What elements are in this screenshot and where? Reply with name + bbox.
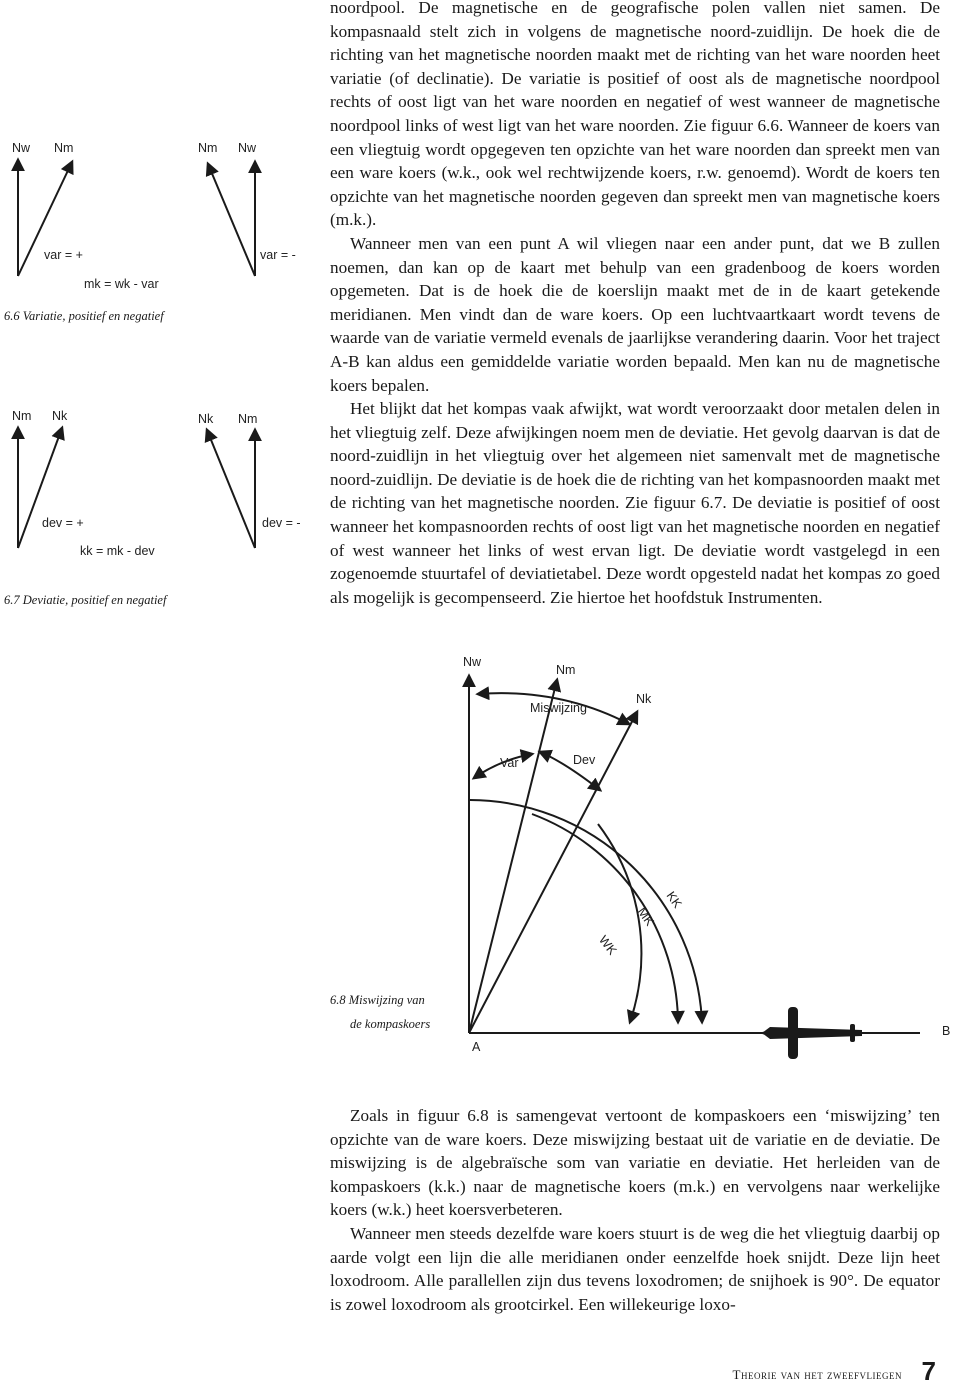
fig68-mk-arc — [532, 814, 678, 1022]
fig67-diagram — [18, 428, 255, 548]
fig66-right-rule: var = - — [260, 248, 296, 262]
fig67-right-nk-arrow — [207, 430, 255, 548]
fig66-formula: mk = wk - var — [84, 277, 159, 291]
fig67-formula: kk = mk - dev — [80, 544, 155, 558]
fig68-label-wk: WK — [595, 933, 620, 958]
fig68-label-nw: Nw — [463, 655, 482, 669]
fig67-left-label-2: Nk — [52, 409, 68, 423]
fig67-left-nk-arrow — [18, 428, 62, 548]
fig68-kk-arc — [595, 824, 641, 1022]
fig67-right-rule: dev = - — [262, 516, 301, 530]
glider-icon — [761, 1007, 862, 1059]
fig68-diagram — [469, 676, 920, 1033]
fig68-label-b: B — [942, 1024, 951, 1038]
fig66-caption: 6.6 Variatie, positief en negatief — [4, 309, 164, 323]
body-text-top — [330, 0, 940, 609]
fig67-left-rule: dev = + — [42, 516, 84, 530]
paragraph-miswijzing: Zoals in figuur 6.8 is samengevat vertoont de kompaskoers een ‘miswijzing’ ten opzichte van de ware koers. Deze miswijzing bestaat uit de variatie en de deviatie. De miswijzing is de algebraïsche som van variatie en deviatie. Het herleiden van de kompaskoers (k.k.) naar de magnetische koers (m.k.) en vervolgens naar werkelijke koers (w.k.) heet koersverbeteren. — [330, 1106, 940, 1220]
fig68-label-mk: MK — [634, 905, 657, 929]
body-text-bottom — [330, 1104, 940, 1316]
fig66-left-label-1: Nw — [12, 141, 31, 155]
fig68-label-var: Var — [500, 756, 519, 770]
fig68-label-miswijzing: Miswijzing — [530, 701, 587, 715]
fig67-right-label-1: Nk — [198, 412, 214, 426]
fig68-nm-arrow — [469, 680, 557, 1033]
paragraph-variatie: noordpool. De magnetische en de geografische polen vallen niet samen. De kompasnaald stelt zich in volgens de magnetische noord-zuidlijn. De hoek die de richting van het magnetische noorden maakt met de richting van het ware noorden heet variatie (of declinatie). De variatie is positief of oost als de magnetische noordpool rechts of oost ligt van het ware noorden en negatief of west wanneer de magnetische noordpool links of west ligt van het ware noorden. Zie figuur 6.6. Wanneer de koers van een vliegtuig wordt opgegeven ten opzichte van het ware noorden dan spreekt men van een ware koers (w.k., ook wel rechtwijzende koers, r.w. genoemd). Wordt de koers ten opzichte van het magnetische noorden gegeven dan spreekt men van magnetische koers (m.k.). — [330, 0, 940, 230]
fig68-label-dev: Dev — [573, 753, 596, 767]
paragraph-loxodroom: Wanneer men steeds dezelfde ware koers stuurt is de weg die het vliegtuig daarbij op aarde volgt een lijn die alle meridianen onder eenzelfde hoek snijdt. Deze lijn heet loxodroom. Alle parallellen zijn dus tevens loxodromen; de snijhoek is 90°. De equator is zowel loxodroom als grootcirkel. Een willekeurige loxo- — [330, 1223, 940, 1314]
paragraph-ware-koers: Wanneer men van een punt A wil vliegen naar een ander punt, dat we B zullen noemen, dan kan op de kaart met behulp van een gradenboog de koers worden opgemeten. Dat is de hoek die de koerslijn maakt met de in de kaart getekende meridianen. Men vindt dan de ware koers. Op een luchtvaartkaart wordt tevens de waarde van de variatie vermeld evenals de jaarlijkse verandering daarin. Voor het traject A-B kan aldus een gemiddelde variatie worden bepaald. Men kan nu de magnetische koers bepalen. — [330, 233, 940, 395]
fig68-nk-arrow — [469, 712, 637, 1033]
fig66-right-label-2: Nw — [238, 141, 257, 155]
fig68-label-nk: Nk — [636, 692, 652, 706]
footer-book-title: Theorie van het zweefvliegen — [732, 1367, 902, 1382]
fig66-right-nm-arrow — [208, 164, 255, 276]
fig66-left-rule: var = + — [44, 248, 83, 262]
page-number: 7 — [921, 1356, 936, 1386]
fig67-caption: 6.7 Deviatie, positief en negatief — [4, 593, 167, 607]
fig67-left-label-1: Nm — [12, 409, 32, 423]
fig68-label-kk: KK — [663, 889, 685, 911]
fig68-wk-arc — [470, 800, 702, 1022]
fig66-left-label-2: Nm — [54, 141, 74, 155]
fig68-caption-line2: de kompaskoers — [350, 1017, 431, 1031]
fig66-right-label-1: Nm — [198, 141, 218, 155]
fig67-right-label-2: Nm — [238, 412, 258, 426]
paragraph-deviatie: Het blijkt dat het kompas vaak afwijkt, wat wordt veroorzaakt door metalen delen in het vliegtuig zelf. Deze afwijkingen noem men de deviatie. Het gevolg daarvan is dat de noord-zuidlijn in het vliegtuig over het algemeen niet samenvalt met de magnetische noord-zuidlijn. De deviatie is de hoek die de richting van het kompasnoorden maakt met de richting van het magnetische noorden. Zie figuur 6.7. De deviatie is positief of oost wanneer het kompasnoorden rechts of oost ligt van het magnetische noorden en negatief of west wanneer het links of west ervan ligt. De deviatie wordt vastgelegd in een zogenoemde stuurtafel of deviatietabel. Deze wordt opgesteld nadat het kompas zo goed als mogelijk is gecompenseerd. Zie hiertoe het hoofdstuk Instrumenten. — [330, 399, 940, 607]
fig68-caption-line1: 6.8 Miswijzing van — [330, 993, 425, 1007]
fig68-label-a: A — [472, 1040, 481, 1054]
fig68-label-nm: Nm — [556, 663, 576, 677]
